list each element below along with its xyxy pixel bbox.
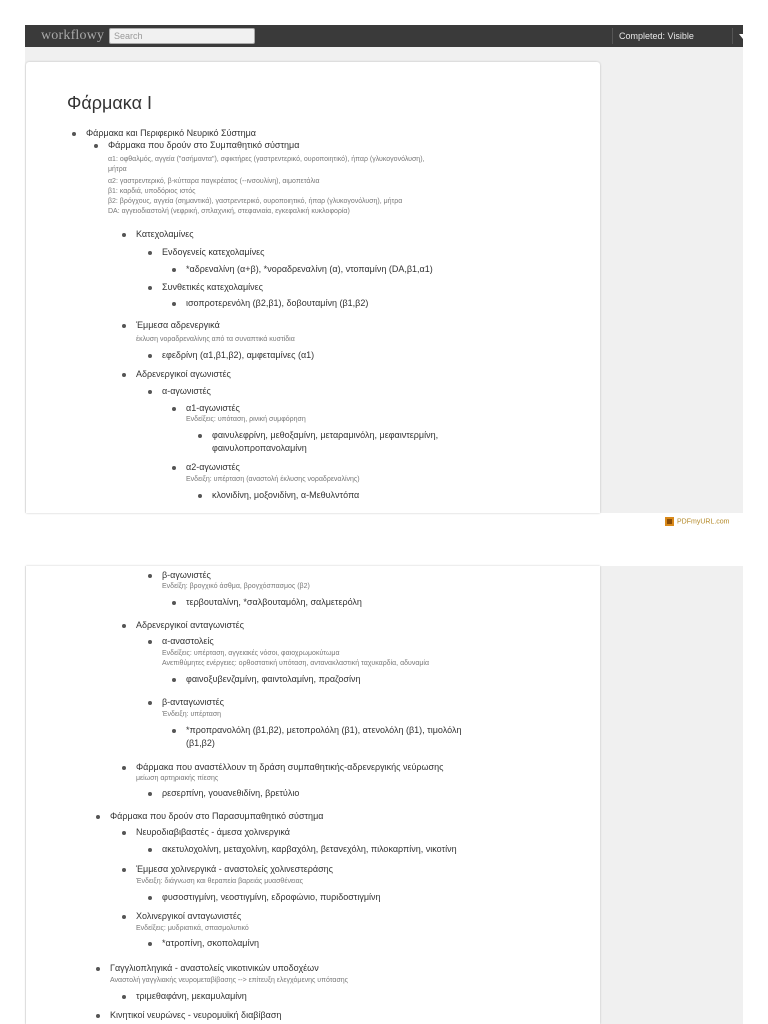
bullet-icon[interactable]	[172, 407, 176, 411]
bullet-icon[interactable]	[94, 144, 98, 148]
bullet-icon[interactable]	[148, 390, 152, 394]
bullet-icon[interactable]	[122, 915, 126, 919]
outline-item[interactable]: *αδρεναλίνη (α+β), *νοραδρεναλίνη (α), ντοπαμίνη (DA,β1,α1)	[186, 264, 433, 274]
outline-item[interactable]: Αδρενεργικοί αγωνιστές	[136, 369, 231, 379]
outline-item[interactable]: φυσοστιγμίνη, νεοστιγμίνη, εδροφώνιο, πυριδοστιγμίνη	[162, 892, 381, 902]
bullet-icon[interactable]	[96, 967, 100, 971]
outline-item[interactable]: Νευροδιαβιβαστές - άμεσα χολινεργικά	[136, 827, 290, 837]
item-note[interactable]: έκλυση νοραδρεναλίνης από τα συναπτικά κυστίδια	[136, 336, 295, 343]
outline-item[interactable]: α-αναστολείς	[162, 636, 214, 646]
pdfmyurl-logo-icon	[665, 517, 674, 526]
workflowy-logo[interactable]: workflowy	[41, 28, 105, 43]
item-note[interactable]: α2: γαστρεντερικό, β-κύτταρα παγκρέατος (--ινσουλίνη), αιμοπετάλια	[108, 178, 320, 185]
outline-item[interactable]: β-ανταγωνιστές	[162, 697, 224, 707]
bullet-icon[interactable]	[148, 251, 152, 255]
outline-item[interactable]: *προπρανολόλη (β1,β2), μετοπρολόλη (β1), ατενολόλη (β1), τιμολόλη	[186, 725, 462, 735]
outline-item[interactable]: τερβουταλίνη, *σαλβουταμόλη, σαλμετερόλη	[186, 597, 362, 607]
outline-item[interactable]: Φάρμακα και Περιφερικό Νευρικό Σύστημα	[86, 128, 257, 138]
bullet-icon[interactable]	[72, 132, 76, 136]
outline-item[interactable]: β-αγωνιστές	[162, 570, 211, 580]
bullet-icon[interactable]	[172, 466, 176, 470]
bullet-icon[interactable]	[122, 995, 126, 999]
outline-item[interactable]: Φάρμακα που αναστέλλουν τη δράση συμπαθητικής-αδρενεργικής νεύρωσης	[136, 762, 444, 772]
item-note[interactable]: β1: καρδιά, υποδόριος ιστός	[108, 188, 196, 195]
item-note[interactable]: Ένδειξη: υπέρταση	[162, 711, 222, 718]
outline-item[interactable]: Συνθετικές κατεχολαμίνες	[162, 282, 263, 292]
outline-item[interactable]: Κινητικοί νευρώνες - νευρομυϊκή διαβίβαση	[110, 1010, 282, 1020]
bullet-icon[interactable]	[172, 302, 176, 306]
bullet-icon[interactable]	[122, 831, 126, 835]
outline-item[interactable]: α1-αγωνιστές	[186, 403, 240, 413]
outline-item[interactable]: κλονιδίνη, μοξονιδίνη, α-Μεθυλντόπα	[212, 490, 360, 500]
search-input[interactable]: Search	[109, 28, 255, 44]
outline-item[interactable]: ρεσερπίνη, γουανεθιδίνη, βρετύλιο	[162, 788, 300, 798]
outline-item[interactable]: ισοπροτερενόλη (β2,β1), δοβουταμίνη (β1,β2)	[186, 298, 369, 308]
bullet-icon[interactable]	[148, 848, 152, 852]
chevron-down-icon[interactable]	[732, 28, 757, 44]
item-note[interactable]: μείωση αρτηριακής πίεσης	[136, 775, 219, 782]
item-note[interactable]: Ανεπιθύμητες ενέργειες: ορθοστατική υπόταση, αντανακλαστική ταχυκαρδία, αδυναμία	[162, 660, 430, 667]
item-note[interactable]: Ενδείξη: βρογχικό άσθμα, βρογχόσπασμος (β2)	[162, 583, 310, 590]
item-note[interactable]: Ενδειξη: υπέρταση (αναστολή έκλυσης νοραδρεναλίνης)	[186, 476, 360, 483]
bullet-icon[interactable]	[172, 678, 176, 682]
item-note[interactable]: μήτρα	[108, 166, 127, 173]
item-note[interactable]: Αναστολή γαγγλιακής νευρομεταβίβασης --> επίτευξη ελεγχόμενης υπότασης	[110, 977, 349, 984]
completed-toggle[interactable]: Completed: Visible	[612, 28, 728, 44]
bullet-icon[interactable]	[96, 815, 100, 819]
bullet-icon[interactable]	[148, 792, 152, 796]
bullet-icon[interactable]	[198, 494, 202, 498]
outline-item[interactable]: Κατεχολαμίνες	[136, 229, 194, 239]
bullet-icon[interactable]	[148, 574, 152, 578]
bullet-icon[interactable]	[96, 1014, 100, 1018]
bullet-icon[interactable]	[122, 373, 126, 377]
outline-item[interactable]: εφεδρίνη (α1,β1,β2), αμφεταμίνες (α1)	[162, 350, 315, 360]
outline-item[interactable]: Χολινεργικοί ανταγωνιστές	[136, 911, 242, 921]
bullet-icon[interactable]	[122, 324, 126, 328]
pdfmyurl-badge[interactable]	[665, 517, 730, 526]
outline-item[interactable]: Φάρμακα που δρούν στο Συμπαθητικό σύστημα	[108, 140, 300, 150]
outline-item[interactable]: *ατροπίνη, σκοπολαμίνη	[162, 938, 259, 948]
document-panel-bottom	[26, 566, 600, 1024]
page-title: Φάρμακα Ι	[67, 93, 152, 113]
top-bar	[25, 25, 743, 47]
outline-item[interactable]: (β1,β2)	[186, 738, 215, 748]
outline-item[interactable]: Γαγγλιοπληγικά - αναστολείς νικοτινικών υποδοχέων	[110, 963, 319, 973]
outline-item[interactable]: φαινυλοπροπανολαμίνη	[212, 443, 307, 453]
bullet-icon[interactable]	[148, 640, 152, 644]
outline-item[interactable]: α2-αγωνιστές	[186, 462, 240, 472]
bullet-icon[interactable]	[148, 286, 152, 290]
outline-item[interactable]: α-αγωνιστές	[162, 386, 211, 396]
outline-item[interactable]: Έμμεσα αδρενεργικά	[136, 320, 220, 330]
bullet-icon[interactable]	[198, 434, 202, 438]
outline-item[interactable]: Ενδογενείς κατεχολαμίνες	[162, 247, 265, 257]
bullet-icon[interactable]	[122, 766, 126, 770]
outline-item[interactable]: Έμμεσα χολινεργικά - αναστολείς χολινεστεράσης	[136, 864, 333, 874]
bullet-icon[interactable]	[148, 354, 152, 358]
bullet-icon[interactable]	[148, 942, 152, 946]
outline-item[interactable]: Αδρενεργικοί ανταγωνιστές	[136, 620, 244, 630]
bullet-icon[interactable]	[172, 729, 176, 733]
bullet-icon[interactable]	[148, 896, 152, 900]
bullet-icon[interactable]	[122, 233, 126, 237]
outline-item[interactable]: φαινυλεφρίνη, μεθοξαμίνη, μεταραμινόλη, μεφαιντερμίνη,	[212, 430, 439, 440]
pdfmyurl-label: PDFmyURL.com	[677, 518, 730, 526]
outline-item[interactable]: φαινοξυβενζαμίνη, φαιντολαμίνη, πραζοσίνη	[186, 674, 361, 684]
item-note[interactable]: β2: βρόγχους, αγγεία (σημαντικά), γαστρεντερικό, ουροποιητικό, ήπαρ (γλυκογονόλυση), μήτρα	[108, 198, 403, 205]
item-note[interactable]: DA: αγγειοδιαστολή (νεφρική, σπλαχνική, στεφανιαία, εγκεφαλική κυκλοφορία)	[108, 208, 350, 215]
bullet-icon[interactable]	[122, 624, 126, 628]
bullet-icon[interactable]	[122, 868, 126, 872]
outline-item[interactable]: Φάρμακα που δρούν στο Παρασυμπαθητικό σύστημα	[110, 811, 324, 821]
outline-item[interactable]: τριμεθαφάνη, μεκαμυλαμίνη	[136, 991, 247, 1001]
item-note[interactable]: α1: οφθαλμός, αγγεία ("ασήμαντα"), σφικτήρες (γαστρεντερικό, ουροποιητικό), ήπαρ (γλυκογονόλυση),	[108, 156, 425, 163]
bullet-icon[interactable]	[172, 268, 176, 272]
bullet-icon[interactable]	[172, 601, 176, 605]
outline-item[interactable]: ακετυλοχολίνη, μεταχολίνη, καρβαχόλη, βετανεχόλη, πιλοκαρπίνη, νικοτίνη	[162, 844, 457, 854]
bullet-icon[interactable]	[148, 701, 152, 705]
item-note[interactable]: Ενδείξεις: υπόταση, ρινική συμφόρηση	[186, 416, 306, 423]
item-note[interactable]: Ένδειξη: διάγνωση και θεραπεία βαρειάς μυασθένειας	[136, 878, 304, 885]
item-note[interactable]: Ενδείξεις: υπέρταση, αγγειακές νόσοι, φαιοχρωμοκύτωμα	[162, 650, 340, 657]
item-note[interactable]: Ενδείξεις: μυδριατικά, σπασμολυτικό	[136, 925, 249, 932]
